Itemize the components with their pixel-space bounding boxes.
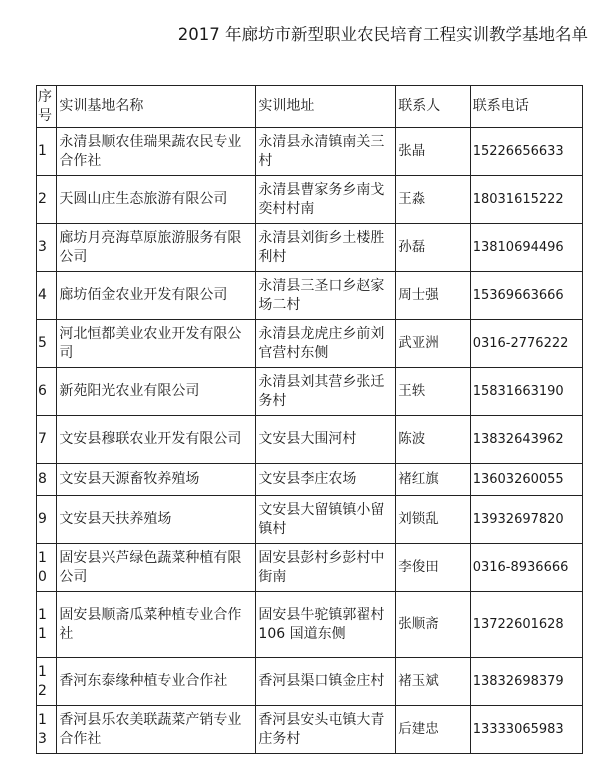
cell-phone: 13810694496 xyxy=(470,224,582,272)
cell-address: 永清县龙虎庄乡前刘官营村东侧 xyxy=(256,320,396,368)
cell-phone: 18031615222 xyxy=(470,176,582,224)
cell-no: 12 xyxy=(37,658,57,706)
table-row xyxy=(37,416,583,464)
table-row xyxy=(37,658,583,706)
cell-name: 香河县乐农美联蔬菜产销专业合作社 xyxy=(57,706,256,754)
table-row xyxy=(37,544,583,592)
cell-no: 2 xyxy=(37,176,57,224)
cell-address: 文安县大围河村 xyxy=(256,416,396,464)
cell-phone: 13722601628 xyxy=(470,592,582,658)
header-contact: 联系人 xyxy=(396,86,471,128)
cell-no: 1 xyxy=(37,128,57,176)
cell-contact: 周士强 xyxy=(396,272,471,320)
cell-address: 文安县李庄农场 xyxy=(256,464,396,496)
cell-contact: 陈波 xyxy=(396,416,471,464)
cell-no: 4 xyxy=(37,272,57,320)
cell-contact: 张顺斋 xyxy=(396,592,471,658)
table-row xyxy=(37,496,583,544)
cell-contact: 李俊田 xyxy=(396,544,471,592)
cell-name: 天圆山庄生态旅游有限公司 xyxy=(57,176,256,224)
cell-phone: 15369663666 xyxy=(470,272,582,320)
cell-no: 7 xyxy=(37,416,57,464)
cell-no: 9 xyxy=(37,496,57,544)
header-address: 实训地址 xyxy=(256,86,396,128)
cell-name: 文安县穆联农业开发有限公司 xyxy=(57,416,256,464)
cell-phone: 15226656633 xyxy=(470,128,582,176)
cell-address: 永清县三圣口乡赵家场二村 xyxy=(256,272,396,320)
table-row xyxy=(37,592,583,658)
cell-address: 香河县安头屯镇大青庄务村 xyxy=(256,706,396,754)
header-no: 序号 xyxy=(37,86,57,128)
cell-phone: 15831663190 xyxy=(470,368,582,416)
cell-no: 11 xyxy=(37,592,57,658)
cell-name: 固安县顺斋瓜菜种植专业合作社 xyxy=(57,592,256,658)
cell-contact: 武亚洲 xyxy=(396,320,471,368)
cell-phone: 13603260055 xyxy=(470,464,582,496)
cell-contact: 褚红旗 xyxy=(396,464,471,496)
cell-contact: 刘锁乱 xyxy=(396,496,471,544)
cell-no: 3 xyxy=(37,224,57,272)
cell-name: 永清县顺农佳瑞果蔬农民专业合作社 xyxy=(57,128,256,176)
table-row xyxy=(37,224,583,272)
header-name: 实训基地名称 xyxy=(57,86,256,128)
cell-phone: 13333065983 xyxy=(470,706,582,754)
table-row xyxy=(37,176,583,224)
table-row xyxy=(37,464,583,496)
cell-contact: 王轶 xyxy=(396,368,471,416)
cell-address: 香河县渠口镇金庄村 xyxy=(256,658,396,706)
cell-address: 固安县牛驼镇郭翟村 106 国道东侧 xyxy=(256,592,396,658)
cell-contact: 后建忠 xyxy=(396,706,471,754)
cell-contact: 王淼 xyxy=(396,176,471,224)
table-row xyxy=(37,320,583,368)
table-row xyxy=(37,706,583,754)
cell-address: 固安县彭村乡彭村中街南 xyxy=(256,544,396,592)
document-title: 2017 年廊坊市新型职业农民培育工程实训教学基地名单 xyxy=(177,25,588,44)
header-phone: 联系电话 xyxy=(470,86,582,128)
cell-no: 5 xyxy=(37,320,57,368)
table-row xyxy=(37,128,583,176)
table-row xyxy=(37,368,583,416)
cell-contact: 张晶 xyxy=(396,128,471,176)
cell-no: 10 xyxy=(37,544,57,592)
cell-contact: 孙磊 xyxy=(396,224,471,272)
cell-phone: 13832698379 xyxy=(470,658,582,706)
cell-address: 永清县永清镇南关三村 xyxy=(256,128,396,176)
training-base-table xyxy=(36,85,583,754)
cell-name: 新苑阳光农业有限公司 xyxy=(57,368,256,416)
cell-phone: 13832643962 xyxy=(470,416,582,464)
cell-address: 永清县刘其营乡张迁务村 xyxy=(256,368,396,416)
cell-address: 永清县曹家务乡南戈奕村村南 xyxy=(256,176,396,224)
cell-name: 文安县天源畜牧养殖场 xyxy=(57,464,256,496)
cell-phone: 0316-2776222 xyxy=(470,320,582,368)
table-header-row xyxy=(37,86,583,128)
cell-no: 6 xyxy=(37,368,57,416)
cell-no: 8 xyxy=(37,464,57,496)
table-row xyxy=(37,272,583,320)
cell-name: 香河东泰缘种植专业合作社 xyxy=(57,658,256,706)
cell-name: 廊坊月亮海草原旅游服务有限公司 xyxy=(57,224,256,272)
cell-name: 河北恒都美业农业开发有限公司 xyxy=(57,320,256,368)
cell-name: 廊坊佰金农业开发有限公司 xyxy=(57,272,256,320)
cell-no: 13 xyxy=(37,706,57,754)
cell-name: 文安县天扶养殖场 xyxy=(57,496,256,544)
cell-address: 永清县刘街乡土楼胜利村 xyxy=(256,224,396,272)
cell-phone: 13932697820 xyxy=(470,496,582,544)
cell-phone: 0316-8936666 xyxy=(470,544,582,592)
cell-address: 文安县大留镇镇小留镇村 xyxy=(256,496,396,544)
cell-name: 固安县兴芦绿色蔬菜种植有限公司 xyxy=(57,544,256,592)
cell-contact: 褚玉斌 xyxy=(396,658,471,706)
